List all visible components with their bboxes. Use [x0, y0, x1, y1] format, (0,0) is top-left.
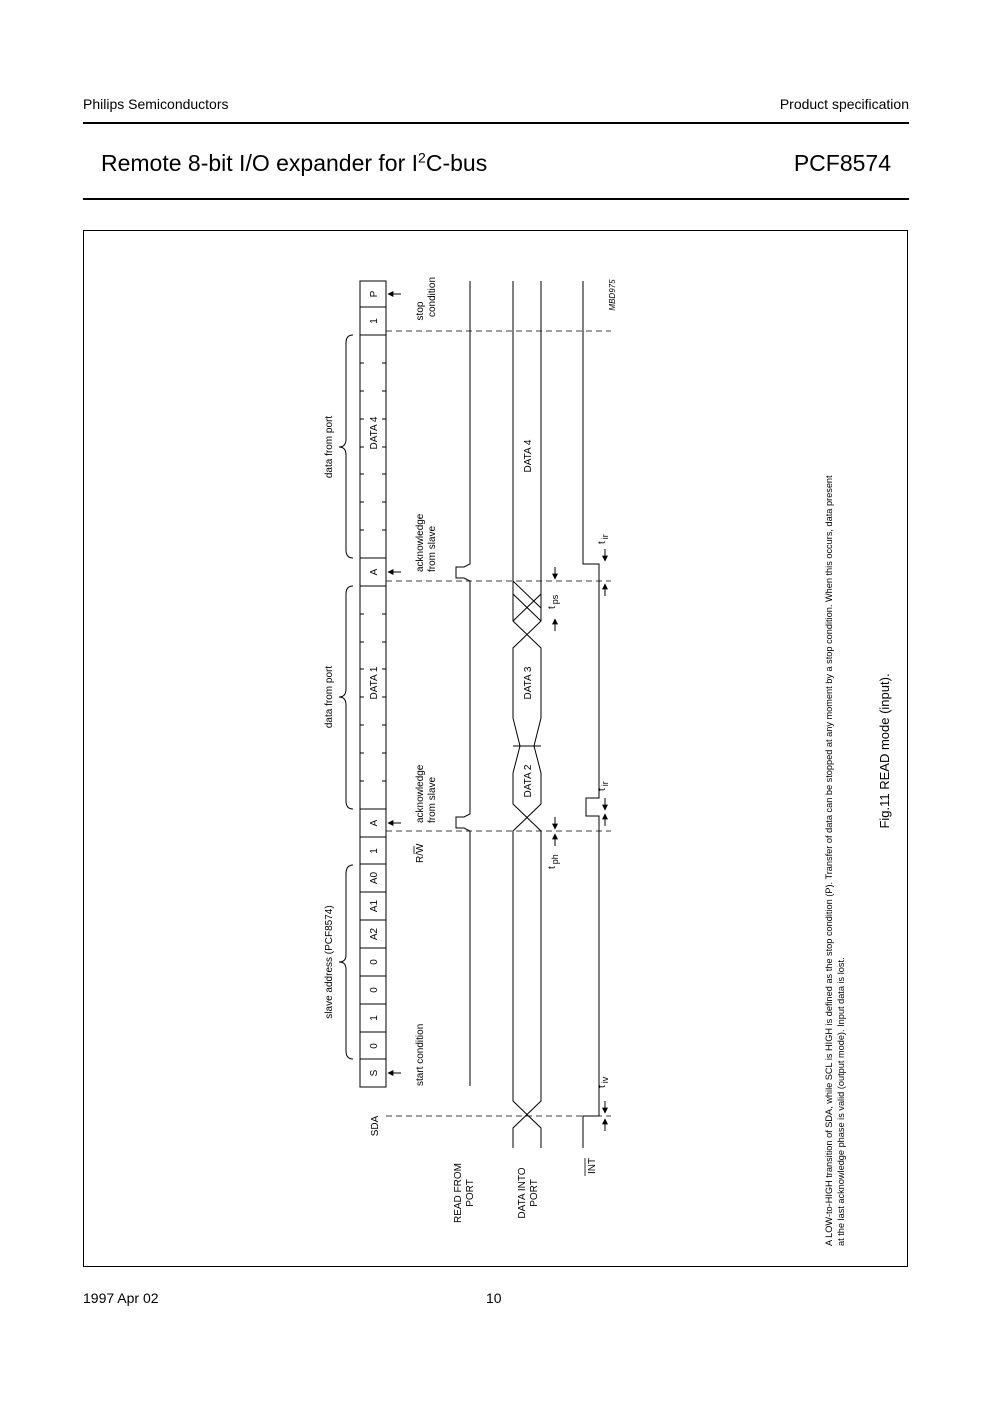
figure-frame: [83, 230, 908, 1267]
bit-ack2: A: [369, 568, 380, 576]
bit-ack1: A: [369, 819, 380, 827]
timing-arrows: [555, 549, 605, 1131]
figure-note-line2: at the last acknowledge phase is valid (output mode). Input data is lost.: [836, 957, 846, 1246]
rw-label: [414, 843, 426, 863]
figure-caption: Fig.11 READ mode (input).: [877, 673, 892, 829]
bit-1-end: 1: [369, 318, 380, 324]
label-data-into-port-1: DATA INTO: [517, 1167, 528, 1219]
port-data-3: DATA 3: [523, 666, 534, 700]
footer-page-number: 10: [486, 1290, 502, 1306]
sda-annotations: [414, 277, 438, 1086]
header-rule: [83, 122, 909, 124]
label-read-from-port-2: PORT: [465, 1179, 476, 1207]
int-wave: [583, 281, 599, 1148]
bit-a2: A2: [369, 927, 380, 941]
figure-note-line1: A LOW-to-HIGH transition of SDA, while SCL is HIGH is defined as the stop condition (P). Transfer of data can be stopped at any moment by a stop condition. When this occurs, data present: [824, 475, 834, 1246]
ack1-line2: from slave: [427, 776, 438, 823]
port-data-labels: [523, 439, 534, 797]
part-number: PCF8574: [793, 150, 891, 176]
reference-dashed-lines: [386, 331, 611, 1116]
t-ir-2: tir: [597, 534, 610, 544]
title-rule: [83, 198, 909, 200]
sda-bit-labels: [369, 290, 380, 1076]
brace-slave-address: slave address (PCF8574): [324, 905, 335, 1019]
bit-s: S: [369, 1069, 380, 1077]
t-iv: tiv: [597, 1076, 610, 1088]
svg-text:R/W: R/W: [415, 843, 426, 863]
stop-line1: stop: [415, 301, 426, 321]
header-company: Philips Semiconductors: [83, 96, 229, 112]
port-data-2: DATA 2: [523, 764, 534, 798]
start-condition-label: start condition: [415, 1023, 426, 1086]
stop-line2: condition: [427, 276, 438, 318]
title-superscript: 2: [418, 149, 426, 166]
label-data-into-port-2: PORT: [529, 1179, 540, 1207]
ack2-line2: from slave: [427, 525, 438, 572]
bit-data1: DATA 1: [369, 666, 380, 700]
label-int: INT: [587, 1157, 598, 1175]
label-sda: SDA: [370, 1115, 381, 1137]
signal-labels: [370, 1115, 598, 1223]
read-from-port-wave: [456, 281, 470, 1086]
title-suffix: C-bus: [425, 150, 488, 176]
ack1-line1: acknowledge: [415, 764, 426, 823]
braces: [339, 335, 353, 1059]
bit-0c: 0: [369, 959, 380, 965]
bit-data4: DATA 4: [369, 416, 380, 450]
bit-p: P: [369, 290, 380, 298]
timing-diagram: [84, 231, 909, 1268]
bit-0a: 0: [369, 1043, 380, 1049]
brace-data-from-port-1: data from port: [324, 665, 335, 729]
figure-code: MBD975: [608, 279, 617, 311]
brace-data-from-port-2: data from port: [324, 415, 335, 479]
port-data-4: DATA 4: [523, 439, 534, 473]
t-ps: tps: [547, 594, 560, 609]
brace-labels: [324, 416, 335, 1019]
bit-a0: A0: [369, 871, 380, 885]
ack2-line1: acknowledge: [415, 513, 426, 572]
title-text: Remote 8-bit I/O expander for I: [101, 150, 419, 176]
data-into-port-bus: [513, 581, 541, 1148]
footer-date: 1997 Apr 02: [83, 1290, 159, 1306]
sda-pointer-arrows: [388, 294, 401, 1073]
header-doc-type: Product specification: [779, 96, 909, 112]
document-title: [101, 150, 487, 177]
bit-0b: 0: [369, 987, 380, 993]
bit-1a: 1: [369, 1015, 380, 1021]
label-read-from-port-1: READ FROM: [453, 1163, 464, 1223]
bit-rw: 1: [369, 848, 380, 854]
t-ir-1: tir: [597, 781, 610, 791]
timing-labels: [547, 534, 610, 1088]
bit-a1: A1: [369, 899, 380, 913]
t-ph: tph: [547, 854, 560, 869]
